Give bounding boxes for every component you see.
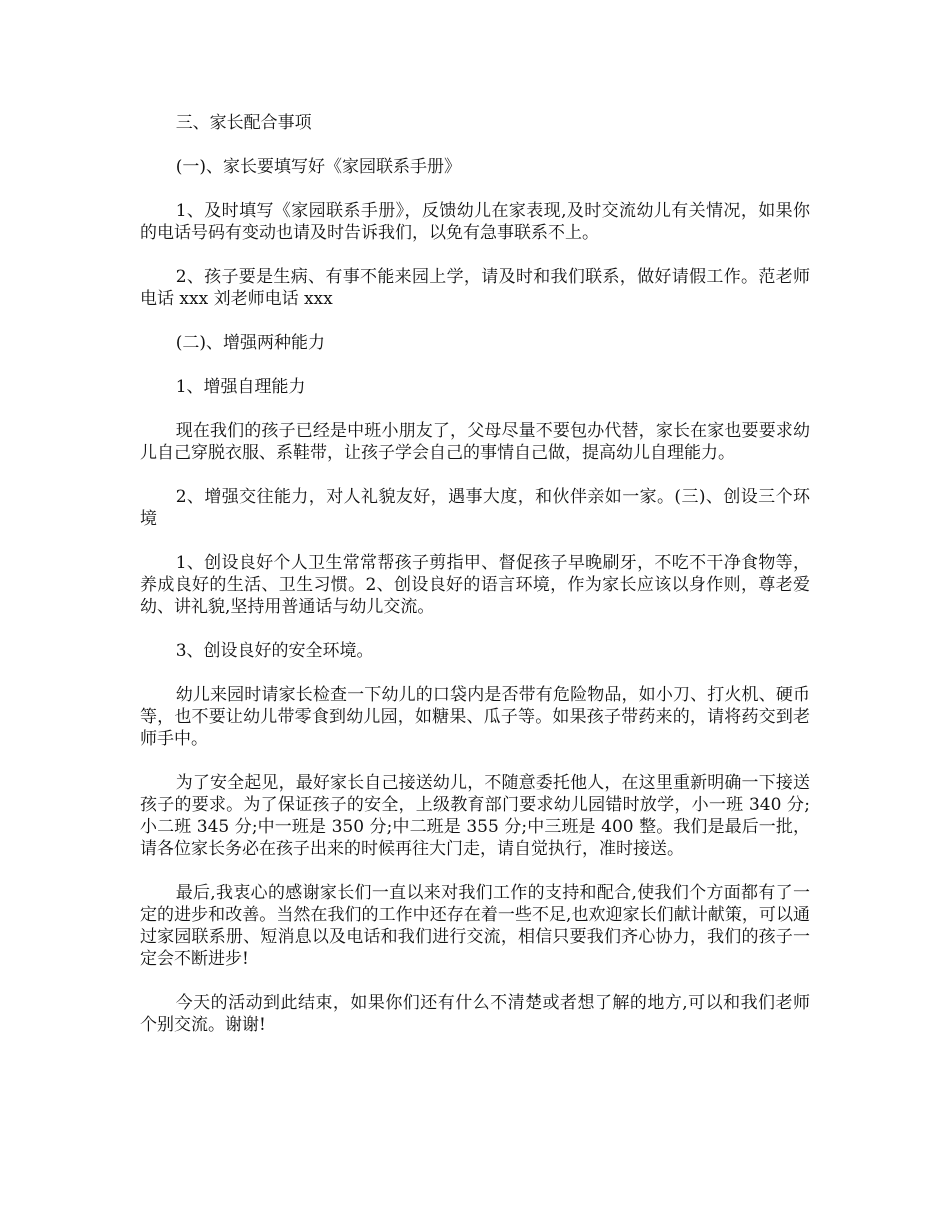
subsection-heading: (二)、增强两种能力	[175, 333, 325, 353]
paragraph: 幼儿来园时请家长检查一下幼儿的口袋内是否带有危险物品，如小刀、打火机、硬币等，也不要让幼儿带零食到幼儿园，如糖果、瓜子等。如果孩子带药来的，请将药交到老师手中。	[140, 685, 810, 749]
paragraph: 为了安全起见，最好家长自己接送幼儿，不随意委托他人，在这里重新明确一下接送孩子的要求。为了保证孩子的安全，上级教育部门要求幼儿园错时放学，小一班 340 分;小二班 345 分;中一班是 350 分;中二班是 355 分;中三班是 400 整。我们是最后一批，请各位家长务必在孩子出来的时候再往大门走，请自觉执行，准时接送。	[140, 773, 810, 859]
document-body	[140, 112, 810, 1058]
item-heading: 1、增强自理能力	[175, 377, 306, 397]
paragraph: 今天的活动到此结束，如果你们还有什么不清楚或者想了解的地方,可以和我们老师个别交流。谢谢!	[140, 993, 810, 1035]
paragraph: 2、孩子要是生病、有事不能来园上学，请及时和我们联系，做好请假工作。范老师电话 xxx 刘老师电话 xxx	[140, 267, 810, 309]
subsection-heading: (一)、家长要填写好《家园联系手册》	[175, 157, 461, 177]
paragraph: 1、及时填写《家园联系手册》，反馈幼儿在家表现,及时交流幼儿有关情况，如果你的电话号码有变动也请及时告诉我们，以免有急事联系不上。	[140, 201, 810, 243]
paragraph: 1、创设良好个人卫生常常帮孩子剪指甲、督促孩子早晚刷牙，不吃不干净食物等，养成良好的生活、卫生习惯。2、创设良好的语言环境，作为家长应该以身作则，尊老爱幼、讲礼貌,坚持用普通话与幼儿交流。	[140, 553, 810, 617]
paragraph: 2、增强交往能力，对人礼貌友好，遇事大度，和伙伴亲如一家。(三)、创设三个环境	[140, 487, 810, 529]
item-heading: 3、创设良好的安全环境。	[175, 641, 374, 661]
section-heading: 三、家长配合事项	[175, 113, 312, 133]
paragraph: 现在我们的孩子已经是中班小朋友了，父母尽量不要包办代替，家长在家也要要求幼儿自己穿脱衣服、系鞋带，让孩子学会自己的事情自己做，提高幼儿自理能力。	[140, 421, 810, 463]
paragraph: 最后,我衷心的感谢家长们一直以来对我们工作的支持和配合,使我们个方面都有了一定的进步和改善。当然在我们的工作中还存在着一些不足,也欢迎家长们献计献策，可以通过家园联系册、短消息以及电话和我们进行交流，相信只要我们齐心协力，我们的孩子一定会不断进步!	[140, 883, 810, 969]
